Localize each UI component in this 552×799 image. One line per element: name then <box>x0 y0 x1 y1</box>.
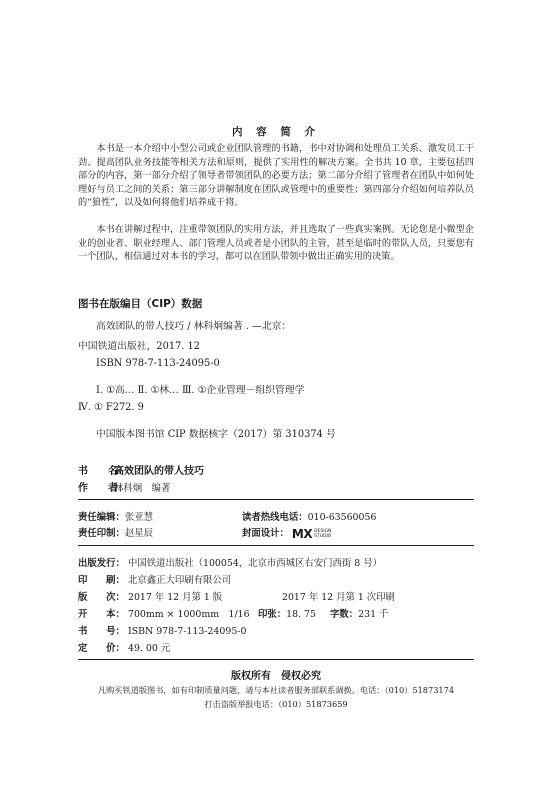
publisher-label: 出版发行： <box>78 558 125 569</box>
cip-record-line: 中国版本图书馆 CIP 数据核字（2017）第 310374 号 <box>96 429 336 440</box>
book-author-label: 作 者： <box>78 483 128 494</box>
book-author-value: 林科炯 编著 <box>114 483 171 494</box>
publisher-row <box>78 555 382 569</box>
cover-design-row <box>242 525 331 541</box>
editor-label: 责任编辑： <box>78 512 125 523</box>
edition-value: 2017 年 12 月第 1 版 <box>128 592 223 603</box>
isbn-value: ISBN 978-7-113-24095-0 <box>128 626 247 637</box>
words-label: 字数： <box>330 609 359 620</box>
editor-value: 张亚慧 <box>124 512 154 523</box>
divider-bottom <box>78 659 474 660</box>
summary-title: 内 容 简 介 <box>232 126 320 138</box>
sheets-row <box>258 606 316 620</box>
piracy-report-line: 打击盗版举报电话：（010）51873659 <box>204 699 348 709</box>
cip-heading: 图书在版编目（CIP）数据 <box>78 298 203 310</box>
format-label: 开 本： <box>78 609 125 620</box>
price-value: 49. 00 元 <box>128 643 171 654</box>
summary-paragraph-1: 本书是一本介绍中小型公司或企业团队管理的书籍，书中对协调和处理员工关系、激发员工干劲、提高团队业务技能等相关方法和原则，提供了实用性的解决方案。全书共 10 章，主要包括四部分的内容，第一部分介绍了领导者带领团队的必要方法；第二部分介绍了管理者在团队中如何处理好与员工之间的关系；第三部分讲解制度在团队或管理中的重要性；第四部分介绍如何培养队员的“狼性”，以及如何将他们培养成干将。 <box>78 143 474 209</box>
edition-row <box>78 589 222 603</box>
hotline-label: 读者热线电话： <box>242 512 308 523</box>
price-label: 定 价： <box>78 643 125 654</box>
divider-middle <box>78 545 474 546</box>
printer-row <box>78 572 231 586</box>
sheets-label: 印张： <box>258 609 287 620</box>
edition-label: 版 次： <box>78 592 125 603</box>
cip-clc-line: Ⅳ. ① F272. 9 <box>78 402 144 413</box>
print-supervisor-value: 赵星辰 <box>124 528 154 539</box>
cip-classification-line: Ⅰ. ①高… Ⅱ. ①林… Ⅲ. ①企业管理－组织管理学 <box>96 385 305 396</box>
format-value: 700mm × 1000mm 1/16 <box>128 609 250 620</box>
isbn-label: 书 号： <box>78 626 125 637</box>
hotline-row <box>242 509 376 523</box>
hotline-value: 010-63560056 <box>307 512 377 523</box>
publisher-value: 中国铁道出版社（100054，北京市西城区右安门西街 8 号） <box>128 558 382 569</box>
printer-label: 印 刷： <box>78 575 125 586</box>
isbn-row <box>78 623 246 637</box>
book-title-value: 高效团队的带人技巧 <box>114 466 204 477</box>
book-author-row <box>78 479 170 494</box>
sheets-value: 18. 75 <box>286 609 316 620</box>
cip-title-line: 高效团队的带人技巧 / 林科炯编著 . —北京： <box>96 321 292 332</box>
cip-publisher-line: 中国铁道出版社，2017. 12 <box>78 341 201 352</box>
printer-value: 北京鑫正大印刷有限公司 <box>128 575 232 586</box>
words-row <box>330 606 388 620</box>
service-contact-line: 凡购买铁道版图书，如有印制质量问题，请与本社读者服务部联系调换。电话：（010）51873174 <box>97 685 455 695</box>
printing-value: 2017 年 12 月第 1 次印刷 <box>282 592 395 603</box>
design-studio-logo <box>292 527 332 541</box>
print-supervisor-row <box>78 525 153 539</box>
logo-subtext: DESIGN STUDIO <box>314 528 332 539</box>
editor-row <box>78 509 153 523</box>
price-row <box>78 640 170 654</box>
copyright-title: 版权所有 侵权必究 <box>231 671 321 682</box>
summary-paragraph-2: 本书在讲解过程中，注重带领团队的实用方法，并且选取了一些真实案例。无论您是小微型企业的创业者、职业经理人、部门管理人员或者是小团队的主管，甚至是临时的带队人员，只要您有一个团队，相信通过对本书的学习，都可以在团队带领中做出正确实用的决策。 <box>78 224 474 263</box>
words-value: 231 千 <box>358 609 389 620</box>
book-title-label: 书 名： <box>78 466 128 477</box>
print-supervisor-label: 责任印制： <box>78 528 125 539</box>
book-title-row <box>78 462 204 477</box>
divider-top <box>78 499 474 500</box>
format-row <box>78 606 250 620</box>
cip-isbn-line: ISBN 978-7-113-24095-0 <box>96 358 220 369</box>
cover-design-label: 封面设计： <box>242 528 289 539</box>
logo-mark: MX <box>291 526 313 541</box>
